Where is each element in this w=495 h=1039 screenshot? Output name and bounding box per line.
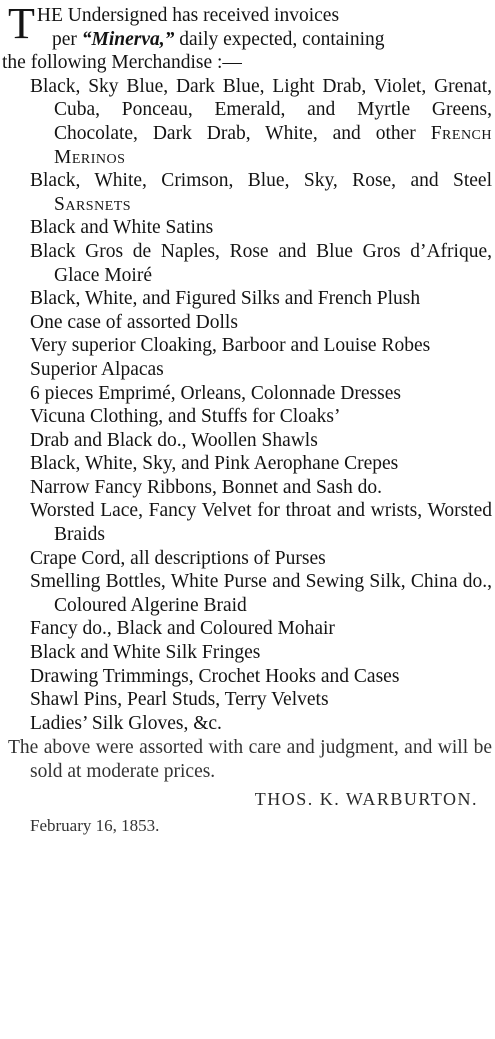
merchandise-item: Black and White Satins: [30, 217, 214, 239]
merchandise-item-smallcaps: Sarsnets: [54, 193, 132, 215]
merchandise-item: Fancy do., Black and Coloured Mohair: [30, 618, 335, 640]
merchandise-list: [2, 75, 492, 736]
ship-name: “Minerva,”: [81, 28, 175, 50]
merchandise-item: Very superior Cloaking, Barboor and Louise Robes: [30, 335, 431, 357]
intro-per: per: [52, 28, 82, 50]
closing-note: The above were assorted with care and judgment, and will be sold at moderate prices.: [8, 737, 492, 782]
intro-line-2-rest: daily expected, containing: [174, 28, 385, 50]
merchandise-item: Worsted Lace, Fancy Velvet for throat and wrists, Worsted Braids: [30, 500, 492, 546]
merchandise-item: [2, 75, 492, 169]
merchandise-item: Black, White, and Figured Silks and French Plush: [30, 288, 421, 310]
intro-paragraph: [2, 0, 492, 75]
merchandise-item: Superior Alpacas: [30, 358, 164, 380]
merchandise-item-smallcaps: French Merinos: [54, 122, 492, 168]
drop-cap: T: [8, 0, 35, 48]
merchandise-item: Narrow Fancy Ribbons, Bonnet and Sash do.: [30, 476, 383, 498]
signature: THOS. K. WARBURTON.: [254, 788, 478, 809]
merchandise-item: Vicuna Clothing, and Stuffs for Cloaks’: [30, 406, 341, 428]
merchandise-item: [2, 169, 492, 216]
merchandise-item: Ladies’ Silk Gloves, &c.: [30, 712, 222, 734]
intro-line-2: [2, 28, 492, 52]
date-line: February 16, 1853.: [30, 816, 160, 836]
merchandise-item: 6 pieces Emprimé, Orleans, Colonnade Dresses: [30, 382, 401, 404]
intro-line-3: the following Merchandise :—: [2, 52, 242, 74]
merchandise-item: Shawl Pins, Pearl Studs, Terry Velvets: [30, 689, 329, 711]
merchandise-item: Drab and Black do., Woollen Shawls: [30, 429, 318, 451]
merchandise-item-text: Black, White, Crimson, Blue, Sky, Rose, and Steel: [30, 170, 492, 192]
merchandise-item: Smelling Bottles, White Purse and Sewing Silk, China do., Coloured Algerine Braid: [30, 571, 492, 616]
merchandise-item: Crape Cord, all descriptions of Purses: [30, 547, 326, 569]
merchandise-item: Black and White Silk Fringes: [30, 642, 261, 664]
intro-line-1: HE Undersigned has received invoices: [36, 5, 340, 26]
merchandise-item: Black Gros de Naples, Rose and Blue Gros d’Afrique, Glace Moiré: [30, 240, 492, 286]
merchandise-item: Black, White, Sky, and Pink Aerophane Crepes: [30, 453, 399, 475]
merchandise-item: One case of assorted Dolls: [30, 311, 238, 333]
merchandise-item-text: Black, Sky Blue, Dark Blue, Light Drab, Violet, Grenat, Cuba, Ponceau, Emerald, and Myrtle Greens, Chocolate, Dark Drab, White, and other: [30, 75, 492, 144]
merchandise-item: Drawing Trimmings, Crochet Hooks and Cases: [30, 665, 400, 687]
